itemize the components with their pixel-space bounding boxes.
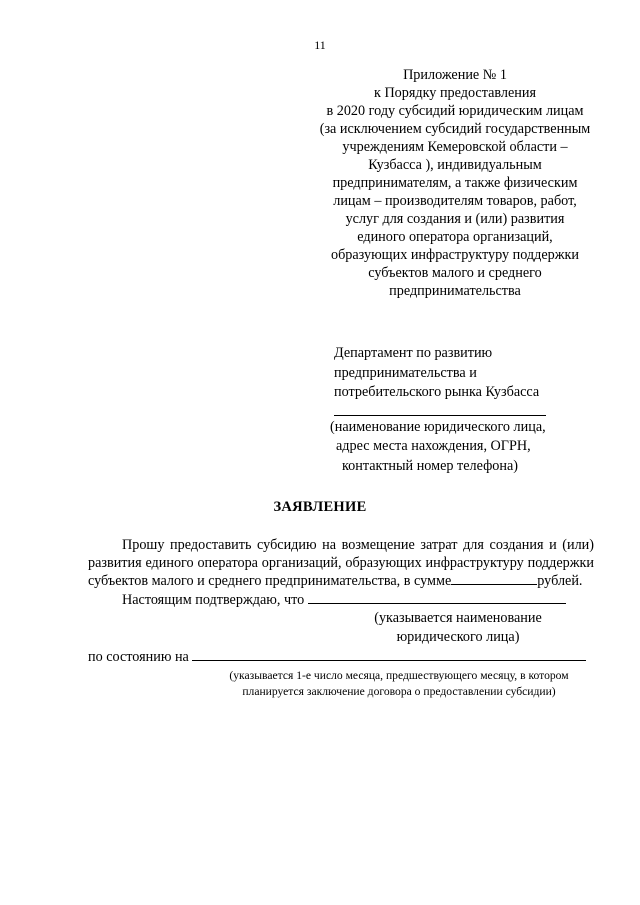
applicant-caption-line: контактный номер телефона)	[342, 457, 518, 474]
appendix-line: предпринимателям, а также физическим	[332, 175, 578, 191]
appendix-line: образующих инфраструктуру поддержки	[330, 247, 580, 263]
statement-body	[88, 536, 594, 700]
applicant-caption-line: адрес места нахождения, ОГРН,	[336, 438, 531, 454]
request-suffix: рублей.	[537, 573, 583, 589]
request-paragraph	[88, 536, 594, 590]
applicant-caption-line: (наименование юридического лица,	[330, 418, 546, 435]
appendix-line: (за исключением субсидий государственным	[319, 121, 591, 137]
date-line	[88, 648, 594, 666]
recipient-block	[330, 344, 614, 476]
appendix-line: Приложение № 1	[403, 67, 507, 83]
appendix-line: Кузбасса ), индивидуальным	[368, 157, 542, 173]
date-hint	[200, 668, 598, 700]
appendix-line: к Порядку предоставления	[374, 85, 536, 101]
appendix-line: предпринимательства	[389, 283, 521, 299]
hint-line: (указывается 1-е число месяца, предшествующего месяцу, в котором	[229, 669, 569, 682]
appendix-line: субъектов малого и среднего	[368, 265, 542, 281]
appendix-line: единого оператора организаций,	[357, 229, 553, 245]
confirm-prefix: Настоящим подтверждаю, что	[122, 592, 305, 608]
entity-name-hint	[318, 609, 598, 647]
appendix-line: лицам – производителям товаров, работ,	[333, 193, 577, 209]
confirm-line	[88, 591, 594, 609]
applicant-name-field-line[interactable]	[334, 403, 546, 416]
appendix-header	[300, 66, 610, 300]
amount-field-line[interactable]	[451, 572, 537, 585]
page-number: 11	[314, 38, 326, 52]
hint-line: юридического лица)	[396, 629, 520, 645]
recipient-line: Департамент по развитию	[334, 345, 493, 361]
entity-name-field-line[interactable]	[308, 591, 566, 604]
date-field-line[interactable]	[192, 648, 586, 661]
recipient-line: потребительского рынка Кузбасса	[334, 384, 540, 400]
hint-line: (указывается наименование	[374, 610, 542, 626]
appendix-line: услуг для создания и (или) развития	[345, 211, 565, 227]
request-text: Прошу предоставить субсидию на возмещение затрат для создания и (или) развития единого оператора организаций, образующих инфраструктуру поддержки субъектов малого и среднего предпринимательства, в сумме	[88, 537, 594, 589]
date-prefix: по состоянию на	[88, 649, 189, 665]
recipient-line: предпринимательства и	[334, 364, 477, 381]
hint-line: планируется заключение договора о предоставлении субсидии)	[242, 685, 556, 698]
document-title: ЗАЯВЛЕНИЕ	[273, 499, 367, 515]
appendix-line: учреждениям Кемеровской области –	[342, 139, 568, 155]
appendix-line: в 2020 году субсидий юридическим лицам	[326, 103, 584, 119]
